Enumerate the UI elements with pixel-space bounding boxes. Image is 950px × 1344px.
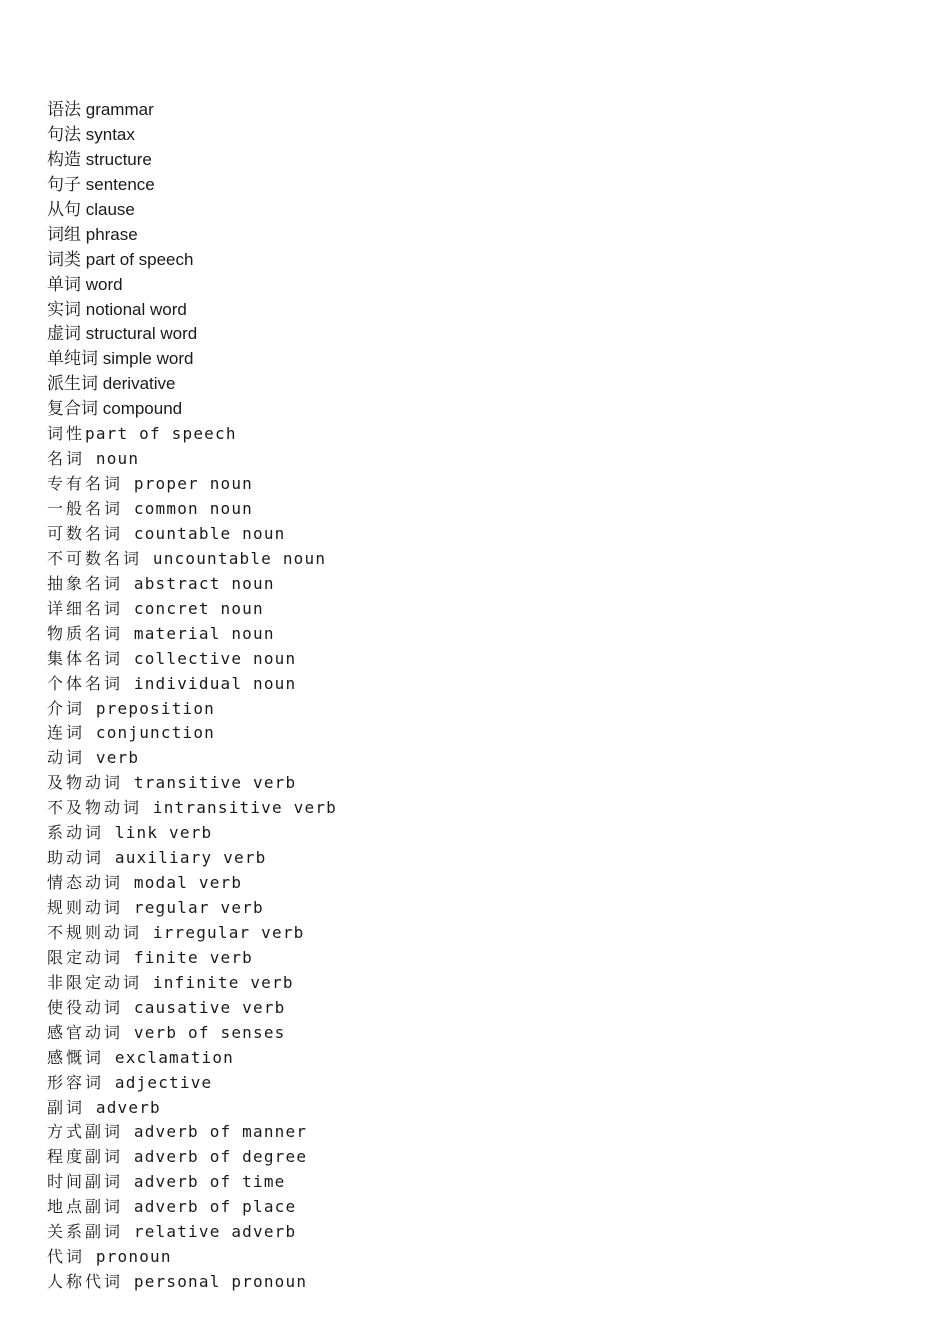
term-separator (123, 998, 134, 1017)
glossary-entry (47, 821, 337, 846)
chinese-term: 不可数名词 (47, 548, 143, 568)
english-term: word (85, 274, 123, 294)
glossary-entry (47, 447, 337, 472)
english-term: clause (85, 199, 135, 219)
glossary-entry (47, 522, 337, 547)
term-separator (123, 599, 134, 618)
chinese-term: 代词 (47, 1247, 86, 1267)
glossary-entry (47, 422, 337, 447)
english-term: noun (95, 449, 140, 469)
english-term: infinite verb (152, 972, 294, 992)
english-term: part of speech (85, 424, 237, 444)
glossary-entry (47, 397, 337, 422)
english-term: simple word (102, 349, 194, 369)
glossary-entry (47, 896, 337, 921)
chinese-term: 虚词 (47, 324, 81, 344)
chinese-term: 连词 (47, 723, 86, 743)
glossary-entry (47, 1071, 337, 1096)
english-term: regular verb (133, 898, 264, 917)
english-term: abstract noun (133, 573, 275, 593)
english-term: verb of senses (133, 1022, 286, 1042)
chinese-term: 感官动词 (47, 1022, 124, 1042)
term-separator (123, 1172, 134, 1191)
english-term: personal pronoun (133, 1272, 308, 1292)
term-separator (85, 1098, 96, 1117)
term-separator (123, 1122, 134, 1141)
chinese-term: 单纯词 (47, 349, 98, 369)
term-separator (123, 1023, 134, 1042)
english-term: part of speech (85, 249, 194, 269)
glossary-entry (47, 597, 337, 622)
glossary-entry (47, 148, 337, 173)
chinese-term: 语法 (47, 100, 81, 119)
glossary-entry (47, 796, 337, 821)
english-term: modal verb (133, 873, 243, 893)
chinese-term: 规则动词 (47, 898, 124, 917)
english-term: grammar (85, 100, 154, 119)
term-separator (104, 1048, 115, 1067)
term-separator (123, 1272, 134, 1291)
term-separator (123, 1197, 134, 1216)
term-separator (104, 1073, 115, 1092)
chinese-term: 系动词 (47, 823, 105, 843)
chinese-term: 使役动词 (47, 997, 124, 1017)
chinese-term: 复合词 (47, 399, 98, 419)
term-separator (123, 474, 134, 493)
term-separator (123, 873, 134, 892)
glossary-entry (47, 746, 337, 771)
english-term: syntax (85, 124, 135, 144)
glossary-list (47, 98, 337, 1295)
glossary-entry (47, 1120, 337, 1145)
chinese-term: 个体名词 (47, 673, 124, 693)
chinese-term: 从句 (47, 199, 81, 219)
glossary-entry (47, 123, 337, 148)
english-term: concret noun (133, 598, 264, 618)
glossary-entry (47, 1145, 337, 1170)
glossary-entry (47, 996, 337, 1021)
glossary-entry (47, 672, 337, 697)
chinese-term: 不及物动词 (47, 798, 143, 818)
chinese-term: 人称代词 (47, 1272, 124, 1292)
chinese-term: 名词 (47, 449, 86, 469)
chinese-term: 派生词 (47, 374, 98, 394)
english-term: auxiliary verb (114, 848, 267, 868)
glossary-entry (47, 921, 337, 946)
chinese-term: 形容词 (47, 1072, 105, 1092)
english-term: common noun (133, 499, 254, 518)
term-separator (123, 674, 134, 693)
glossary-entry (47, 1046, 337, 1071)
glossary-entry (47, 248, 337, 273)
glossary-entry (47, 372, 337, 397)
chinese-term: 抽象名词 (47, 573, 124, 593)
glossary-entry (47, 347, 337, 372)
chinese-term: 一般名词 (47, 499, 124, 518)
english-term: conjunction (95, 723, 216, 743)
glossary-entry (47, 647, 337, 672)
english-term: adverb of place (133, 1197, 297, 1217)
glossary-entry (47, 1096, 337, 1121)
english-term: relative adverb (133, 1222, 297, 1242)
chinese-term: 词组 (47, 224, 81, 244)
term-separator (123, 898, 134, 917)
chinese-term: 非限定动词 (47, 972, 143, 992)
term-separator (85, 449, 96, 468)
chinese-term: 实词 (47, 299, 81, 319)
glossary-entry (47, 173, 337, 198)
english-term: adjective (114, 1072, 213, 1092)
english-term: adverb of degree (133, 1147, 308, 1167)
english-term: link verb (114, 823, 213, 843)
term-separator (85, 748, 96, 767)
glossary-entry (47, 771, 337, 796)
english-term: verb (95, 748, 140, 768)
english-term: irregular verb (152, 922, 305, 942)
english-term: notional word (85, 299, 187, 319)
term-separator (123, 948, 134, 967)
chinese-term: 地点副词 (47, 1197, 124, 1217)
english-term: sentence (85, 174, 155, 194)
term-separator (123, 574, 134, 593)
chinese-term: 词性 (47, 424, 86, 444)
term-separator (104, 848, 115, 867)
term-separator (142, 549, 153, 568)
term-separator (123, 524, 134, 543)
chinese-term: 集体名词 (47, 648, 124, 668)
english-term: individual noun (133, 673, 297, 693)
english-term: derivative (102, 374, 176, 394)
term-separator (142, 923, 153, 942)
glossary-entry (47, 1220, 337, 1245)
english-term: preposition (95, 698, 216, 718)
term-separator (142, 973, 153, 992)
term-separator (123, 499, 134, 518)
english-term: proper noun (133, 474, 254, 494)
chinese-term: 单词 (47, 274, 81, 294)
glossary-entry (47, 497, 337, 522)
glossary-entry (47, 721, 337, 746)
term-separator (104, 823, 115, 842)
glossary-entry (47, 1170, 337, 1195)
chinese-term: 动词 (47, 748, 86, 768)
glossary-entry (47, 1245, 337, 1270)
english-term: finite verb (133, 947, 254, 967)
chinese-term: 句子 (47, 174, 81, 194)
chinese-term: 方式副词 (47, 1122, 124, 1142)
english-term: countable noun (133, 523, 286, 543)
english-term: pronoun (95, 1247, 172, 1267)
term-separator (123, 1147, 134, 1166)
english-term: adverb of manner (133, 1122, 308, 1142)
chinese-term: 感慨词 (47, 1047, 105, 1067)
chinese-term: 及物动词 (47, 773, 124, 793)
english-term: causative verb (133, 997, 286, 1017)
english-term: adverb (95, 1097, 161, 1117)
chinese-term: 程度副词 (47, 1147, 124, 1167)
glossary-entry (47, 572, 337, 597)
chinese-term: 词类 (47, 249, 81, 269)
glossary-entry (47, 198, 337, 223)
english-term: adverb of time (133, 1172, 286, 1192)
english-term: exclamation (114, 1047, 235, 1067)
chinese-term: 关系副词 (47, 1222, 124, 1242)
glossary-entry (47, 871, 337, 896)
glossary-entry (47, 1021, 337, 1046)
glossary-entry (47, 98, 337, 123)
english-term: material noun (133, 623, 275, 643)
chinese-term: 时间副词 (47, 1172, 124, 1192)
glossary-entry (47, 971, 337, 996)
chinese-term: 物质名词 (47, 623, 124, 643)
glossary-entry (47, 697, 337, 722)
chinese-term: 可数名词 (47, 523, 124, 543)
term-separator (123, 624, 134, 643)
term-separator (123, 649, 134, 668)
chinese-term: 构造 (47, 149, 81, 169)
term-separator (123, 773, 134, 792)
english-term: uncountable noun (152, 548, 327, 568)
chinese-term: 详细名词 (47, 598, 124, 618)
term-separator (142, 798, 153, 817)
chinese-term: 限定动词 (47, 947, 124, 967)
english-term: structure (85, 149, 152, 169)
term-separator (123, 1222, 134, 1241)
term-separator (85, 1247, 96, 1266)
chinese-term: 情态动词 (47, 873, 124, 893)
english-term: intransitive verb (152, 798, 338, 818)
chinese-term: 助动词 (47, 848, 105, 868)
chinese-term: 副词 (47, 1097, 86, 1117)
english-term: compound (102, 399, 183, 419)
chinese-term: 不规则动词 (47, 922, 143, 942)
chinese-term: 句法 (47, 124, 81, 144)
term-separator (85, 699, 96, 718)
glossary-entry (47, 223, 337, 248)
glossary-entry (47, 273, 337, 298)
english-term: collective noun (133, 648, 297, 668)
glossary-entry (47, 1270, 337, 1295)
glossary-entry (47, 547, 337, 572)
term-separator (85, 723, 96, 742)
english-term: structural word (85, 324, 198, 344)
glossary-entry (47, 322, 337, 347)
glossary-entry (47, 298, 337, 323)
glossary-entry (47, 622, 337, 647)
glossary-entry (47, 946, 337, 971)
glossary-entry (47, 846, 337, 871)
english-term: transitive verb (133, 773, 297, 793)
glossary-entry (47, 472, 337, 497)
glossary-entry (47, 1195, 337, 1220)
english-term: phrase (85, 224, 138, 244)
chinese-term: 专有名词 (47, 474, 124, 494)
chinese-term: 介词 (47, 698, 86, 718)
